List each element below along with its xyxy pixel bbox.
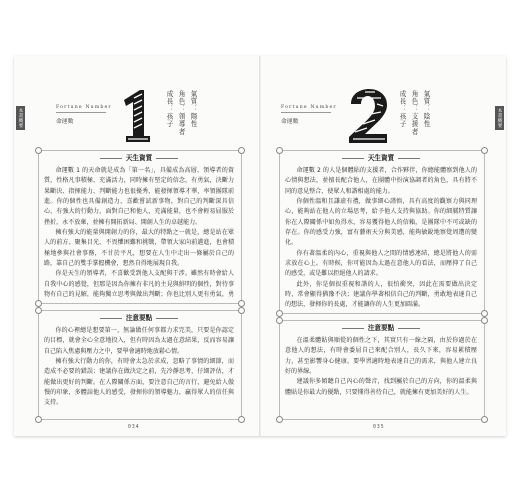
paragraph: 你是天生的領導者，不喜歡受到他人支配與干涉。雖然有時會給人自我中心的感覺，但那是因為你擁有非凡的主見與鮮明的個性，對待事物有自己的見解，能夠獨立思考與做出判斷；你也比別人更有勇氣，勇 (44, 270, 234, 299)
section-body-notes (44, 326, 234, 416)
section-title-innate (38, 152, 240, 162)
right-page (261, 56, 506, 436)
fortune-number-zh: 命運數 (281, 119, 299, 125)
big-number-1-icon (114, 88, 156, 144)
fortune-number-zh: 命運數 (56, 119, 74, 125)
paragraph: 建議你多傾聽自己內心的聲音，找到屬於自己的方向，你的溫柔與體貼是你最大的優點，只要懂得善待自己，就能擁有更加美好的人生。 (285, 378, 477, 396)
paragraph: 擁有強大的能量與開創力的你，最大的特點之一就是，總是站在眾人的前方、聚集目光，不畏懼困難和挑戰，帶領大家向前邁進，也會積極地參與社會事務，不甘於平凡，想要在人生中走出一條屬於自己的路，靠自己的雙手掌握機會，想然自得地展現自我。 (44, 229, 234, 268)
attribute-list (164, 90, 197, 136)
title-rule (281, 112, 331, 113)
fortune-number-en: Fortune Number (281, 105, 337, 110)
left-page (14, 56, 259, 436)
fortune-number-en: Fortune Number (56, 105, 112, 110)
section-title-text: 天生資質 (125, 154, 153, 162)
section-body-innate (285, 166, 477, 310)
section-title-notes (38, 312, 240, 322)
page-number: 035 (373, 425, 385, 430)
attribute-growth: 成長：孩子 (398, 90, 406, 128)
section-body-innate (44, 166, 234, 300)
paragraph: 你有著溫柔的內心，重視與他人之間的情感連結，總是將他人的需求放在心上。有時候，你可能因為太過在意他人的看法，而壓抑了自己的感受，或是難以拒絕他人的請求。 (285, 249, 477, 278)
thumb-tab-right: 本書概要 (497, 108, 502, 128)
title-rule (56, 112, 106, 113)
attribute-list (397, 90, 430, 136)
section-body-notes (285, 336, 477, 416)
paragraph: 你個性溫和且謙虛有禮，做事細心謹慎，具有高度的觀察力與同理心，能夠站在他人的立場思考，給予他人支持與協助。你的細膩特質讓你在人際關係中如魚得水，容易獲得他人的信賴，是團隊中不可或缺的存在。你的感受力強，富有藝術天分與美感，能夠敏銳地察覺周遭的變化。 (285, 198, 477, 247)
paragraph: 你的心裡總是想要第一，無論做任何事都力求完美，只要是你認定的目標，就會全心全意地投入，但有時因為太過在意結果，反而容易讓自己陷入焦慮與壓力之中，要學會適時地放鬆心情。 (44, 327, 234, 355)
section-title-text: 注意要點 (125, 314, 153, 322)
attribute-role: 角色：支援者 (410, 90, 418, 136)
page-number: 034 (128, 425, 140, 430)
section-title-notes (279, 322, 483, 332)
attribute-growth: 成長：孩子 (165, 90, 173, 128)
paragraph: 擁有強大行動力的你，有時會太急於求成，忽略了事情的細節，而造成不必要的錯誤；建議你在做決定之前，先冷靜思考，仔細評估，才能做出更好的判斷。在人際關係方面，要注意自己的言行，避免給人傲慢的印象，多體諒他人的感受，發揮你的領導魅力，贏得眾人的信任與支持。 (44, 358, 234, 407)
thumb-tab-left: 本書概要 (18, 108, 23, 128)
paragraph: 此外，你是個很重視和諧的人，很怕衝突，因此在需要做出決定時，常會顯得猶豫不決；建議你學著相信自己的判斷，勇敢地表達自己的想法，發揮你的長處，才能讓你的人生更加圓滿。 (285, 280, 477, 309)
section-title-text: 天生資質 (367, 154, 395, 162)
attribute-temperament: 氣質：陰性 (422, 90, 430, 128)
section-title-text: 注意要點 (367, 324, 395, 332)
attribute-role: 角色：領導者 (177, 90, 185, 136)
big-number-2-icon (345, 88, 391, 144)
paragraph: 在溫柔體貼與順從的個性之下，其實只有一線之隔，由於你過於在意他人的想法，有時會委屈自己來配合別人，長久下來，容易累積壓力，甚至影響身心健康。要學習適時地表達自己的需求，與他人建立良好的界線。 (285, 337, 477, 376)
paragraph: 命運數 2 的人是個體貼的支援者，合作夥伴，你總能體察到他人的心情與想法，並擅長配合他人，在團體中扮演協調者的角色，具有將不同的意見整合、使眾人和諧相處的能力。 (285, 167, 477, 195)
section-title-innate (279, 152, 483, 162)
attribute-temperament: 氣質：陽性 (189, 90, 197, 128)
paragraph: 命運數 1 的天命就是成為「第一名」，具備成為高層、領導者的資質，性格凡事積極、充滿活力，同時擁有堅定的信念，有勇氣，決斷力果斷決、指揮能力、判斷能力也很優秀，能發揮領導才華，率領團隊前進。你的個性也具備創造力，喜歡嘗試新事物，對自己的判斷深具信心，有強大的行動力，面對自己和他人，充滿能量，也不會輕易屈服於挫折，永不放棄，並擁有開拓新局、開創人生的卓越能力。 (44, 167, 234, 226)
